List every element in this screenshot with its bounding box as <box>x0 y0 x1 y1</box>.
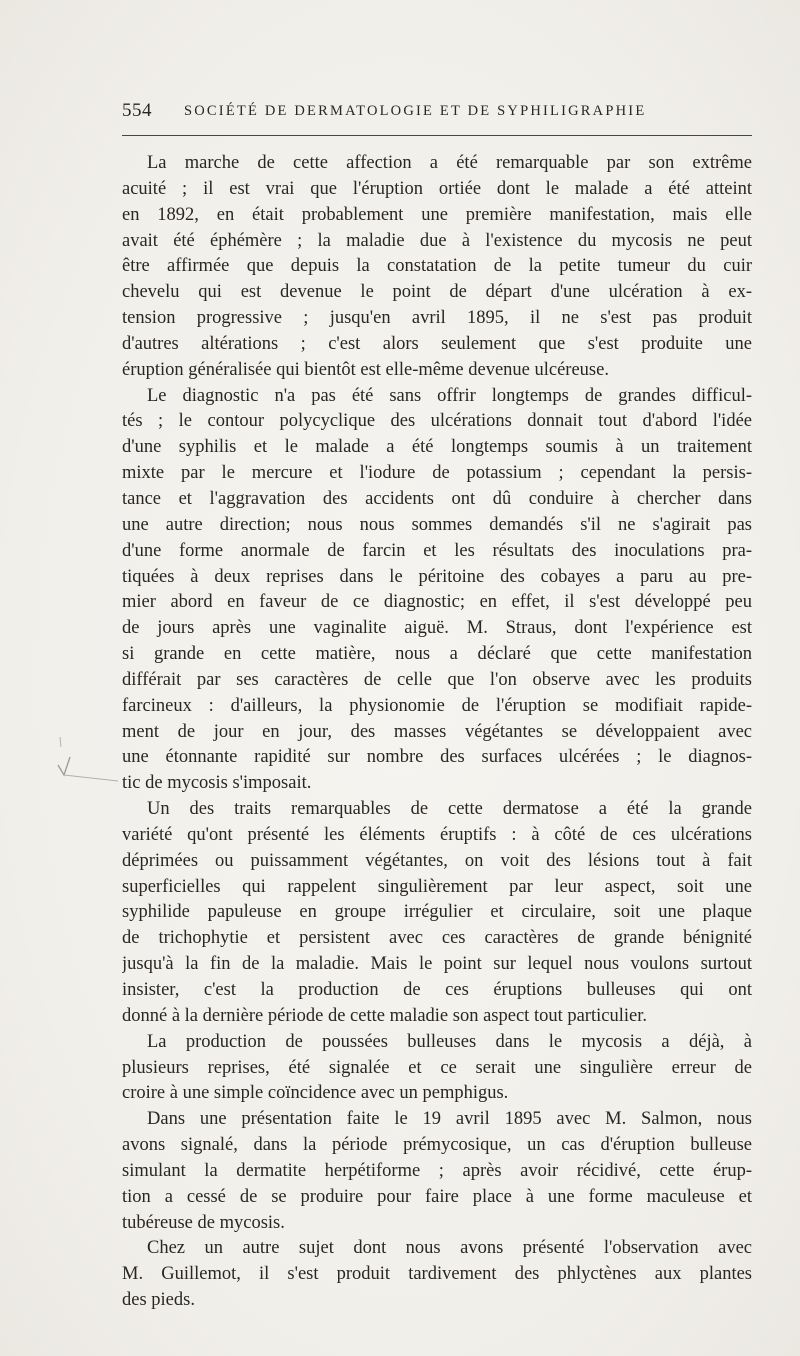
text-line: chevelu qui est devenue le point de départ d'une ulcération à ex- <box>122 282 752 303</box>
page-header <box>122 100 752 126</box>
text-line: être affirmée que depuis la constatation de la petite tumeur du cuir <box>122 256 752 277</box>
text-line: acuité ; il est vrai que l'éruption ortiée dont le malade a été atteint <box>122 178 752 199</box>
text-line: superficielles qui rappelent singulièrement par leur aspect, soit une <box>122 876 752 897</box>
text-line: La marche de cette affection a été remarquable par son extrême <box>147 153 752 173</box>
text-line: une étonnante rapidité sur nombre des surfaces ulcérées ; le diagnos- <box>122 747 752 768</box>
text-line: tension progressive ; jusqu'en avril 1895, il ne s'est pas produit <box>122 308 752 329</box>
text-line: d'autres altérations ; c'est alors seulement que s'est produite une <box>122 333 752 354</box>
text-line: Dans une présentation faite le 19 avril 1895 avec M. Salmon, nous <box>147 1109 752 1130</box>
body-text <box>122 151 752 1314</box>
text-line: jusqu'à la fin de la maladie. Mais le point sur lequel nous voulons surtout <box>122 954 752 975</box>
text-line: avons signalé, dans la période prémycosique, un cas d'éruption bulleuse <box>122 1135 752 1156</box>
text-line: mixte par le mercure et l'iodure de potassium ; cependant la persis- <box>122 463 752 484</box>
text-line: avait été éphémère ; la maladie due à l'existence du mycosis ne peut <box>122 230 752 251</box>
text-line: de trichophytie et persistent avec ces caractères de grande bénignité <box>122 928 752 949</box>
text-line: Le diagnostic n'a pas été sans offrir longtemps de grandes difficul- <box>147 385 752 406</box>
text-line: tance et l'aggravation des accidents ont dû conduire à chercher dans <box>122 488 752 509</box>
text-line: tubéreuse de mycosis. <box>122 1212 285 1233</box>
page-number: 554 <box>122 100 152 121</box>
text-line: M. Guillemot, il s'est produit tardivement des phlyctènes aux plantes <box>122 1264 752 1285</box>
text-line: déprimées ou puissamment végétantes, on voit des lésions tout à fait <box>122 850 752 871</box>
text-line: plusieurs reprises, été signalée et ce serait une singulière erreur de <box>122 1057 752 1078</box>
text-line: Chez un autre sujet dont nous avons présenté l'observation avec <box>147 1238 752 1259</box>
text-line: différait par ses caractères de celle que l'on observe avec les produits <box>122 669 752 690</box>
text-line: croire à une simple coïncidence avec un pemphigus. <box>122 1083 509 1104</box>
text-line: d'une forme anormale de farcin et les résultats des inoculations pra- <box>122 540 752 561</box>
text-line: une autre direction; nous nous sommes demandés s'il ne s'agirait pas <box>122 514 752 535</box>
text-line: La production de poussées bulleuses dans le mycosis a déjà, à <box>147 1031 752 1052</box>
text-line: tiquées à deux reprises dans le péritoine des cobayes a paru au pre- <box>122 566 752 587</box>
text-line: en 1892, en était probablement une première manifestation, mais elle <box>122 204 752 225</box>
text-line: insister, c'est la production de ces éruptions bulleuses qui ont <box>122 980 752 1000</box>
header-rule <box>122 135 752 136</box>
text-line: tés ; le contour polycyclique des ulcérations donnait tout d'abord l'idée <box>122 411 752 432</box>
text-line: tic de mycosis s'imposait. <box>122 773 312 794</box>
text-line: d'une syphilis et le malade a été longtemps soumis à un traitement <box>122 437 752 458</box>
text-line: éruption généralisée qui bientôt est elle-même devenue ulcéreuse. <box>122 359 609 380</box>
running-head: SOCIÉTÉ DE DERMATOLOGIE ET DE SYPHILIGRAPHIE <box>184 103 647 119</box>
text-line: donné à la dernière période de cette maladie son aspect tout particulier. <box>122 1005 647 1026</box>
text-line: syphilide papuleuse en groupe irrégulier et circulaire, soit une plaque <box>122 902 752 923</box>
text-line: mier abord en faveur de ce diagnostic; en effet, il s'est développé peu <box>122 592 752 613</box>
text-line: farcineux : d'ailleurs, la physionomie de l'éruption se modifiait rapide- <box>122 695 752 716</box>
text-line: ment de jour en jour, des masses végétantes se développaient avec <box>122 721 752 742</box>
text-line: variété qu'ont présenté les éléments éruptifs : à côté de ces ulcérations <box>122 824 752 845</box>
text-line: de jours après une vaginalite aiguë. M. Straus, dont l'expérience est <box>122 618 752 639</box>
pencil-check-mark-icon <box>40 735 120 795</box>
text-line: des pieds. <box>122 1290 195 1311</box>
text-line: tion a cessé de se produire pour faire place à une forme maculeuse et <box>122 1186 752 1207</box>
text-line: si grande en cette matière, nous a déclaré que cette manifestation <box>122 644 752 665</box>
text-line: simulant la dermatite herpétiforme ; après avoir récidivé, cette érup- <box>122 1160 752 1181</box>
text-line: Un des traits remarquables de cette dermatose a été la grande <box>147 799 752 820</box>
